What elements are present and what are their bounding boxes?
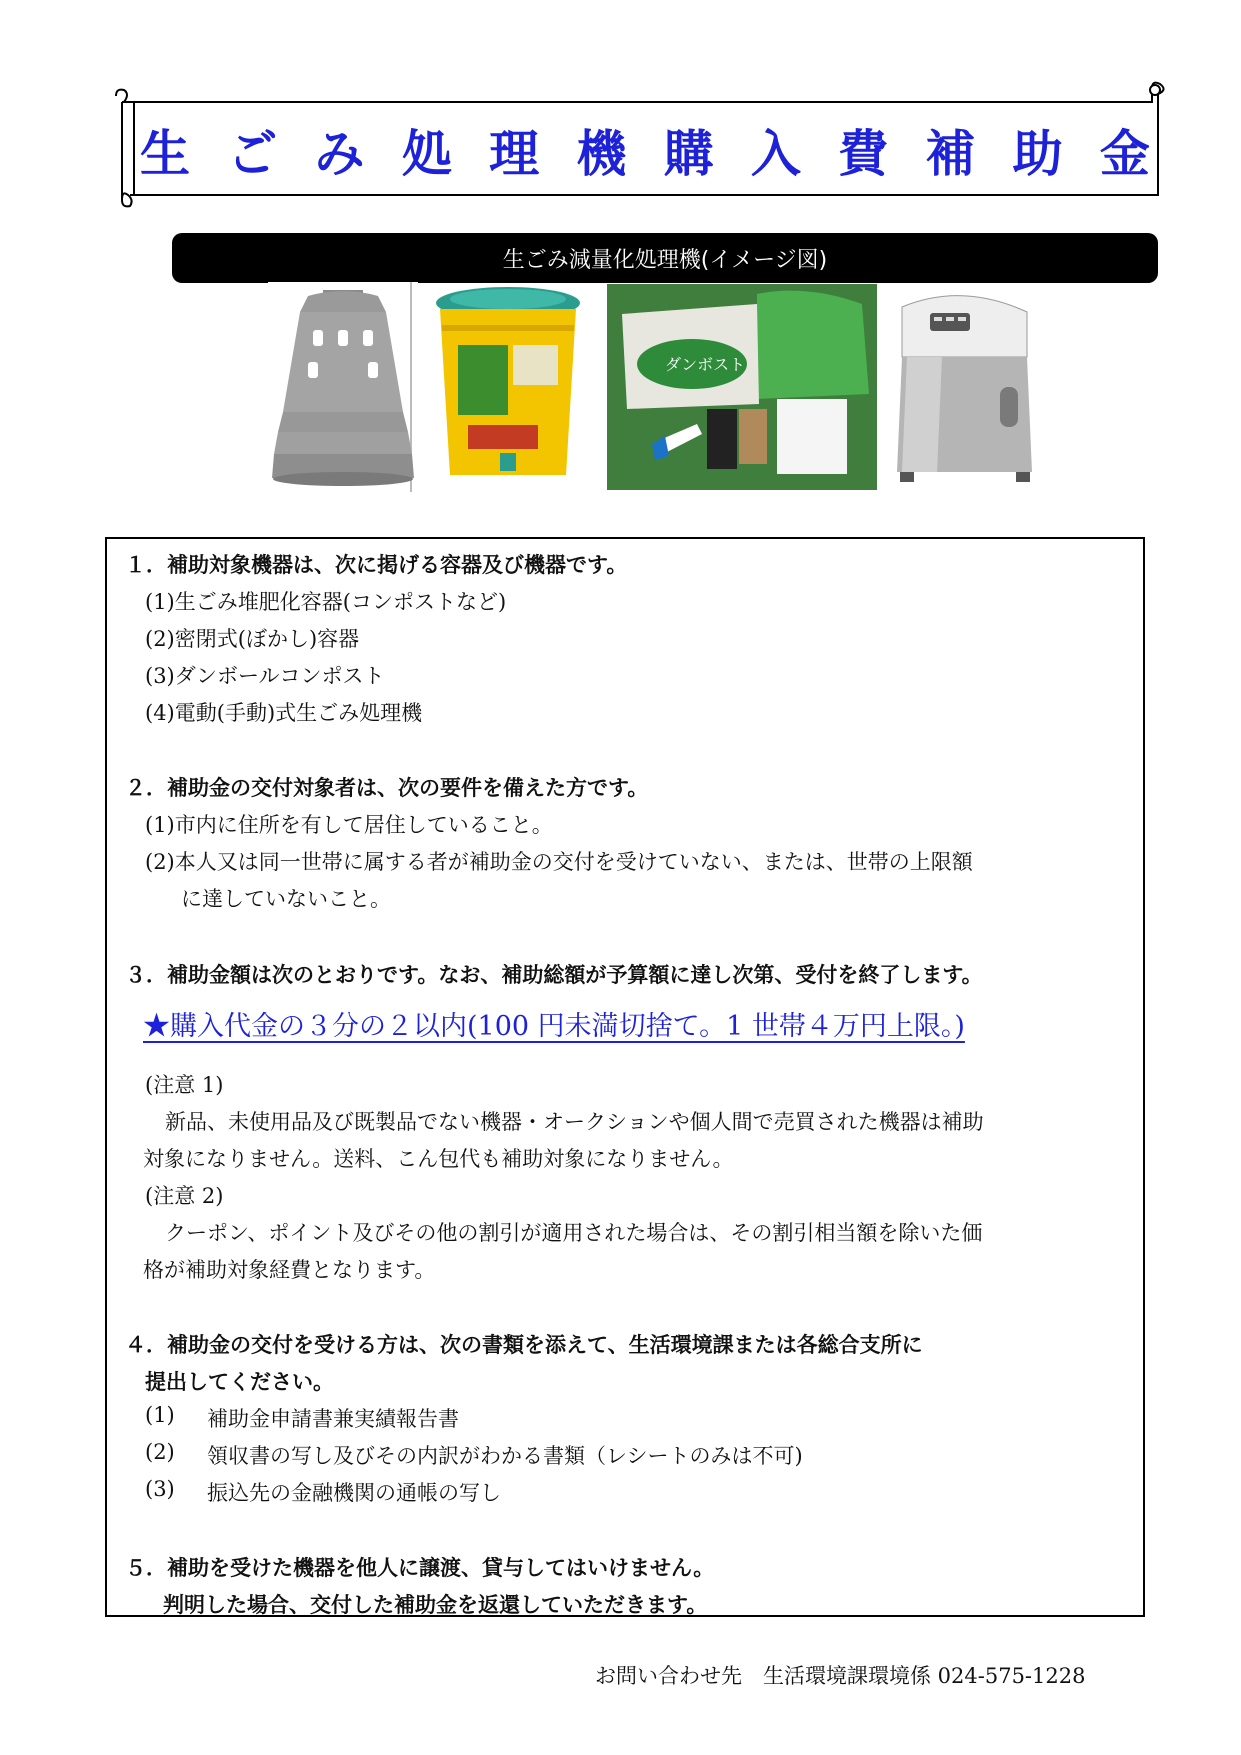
list-item-continued: に達していないこと。 [181,887,391,911]
note-text: 対象になりません。送料、こん包代も補助対象になりません。 [143,1147,734,1171]
note-text: 格が補助対象経費となります。 [143,1258,436,1282]
list-item: (3)ダンボールコンポスト [145,664,385,688]
section2-heading: ２．補助金の交付対象者は、次の要件を備えた方です。 [125,776,649,800]
list-item: (4)電動(手動)式生ごみ処理機 [145,701,423,725]
contact-info: お問い合わせ先 生活環境課環境係 024-575-1228 [595,1664,1086,1688]
subsidy-amount-highlight: ★購入代金の３分の２以内(100 円未満切捨て。1 世帯４万円上限。) [143,1011,965,1042]
document-item: 振込先の金融機関の通帳の写し [207,1481,501,1505]
document-item-number: (3) [145,1477,175,1501]
title-char: 購 [663,125,714,183]
title-banner [112,80,1168,210]
title-char: 生 [140,125,190,183]
section5-heading-continued: 判明した場合、交付した補助金を返還していただきます。 [163,1593,708,1617]
list-item: (1)生ごみ堆肥化容器(コンポストなど) [145,590,507,614]
title-char: ご [227,125,278,183]
document-item-number: (1) [145,1403,175,1427]
title-char: 費 [838,125,889,183]
title-char: 処 [401,125,452,183]
title-char: 補 [925,125,976,183]
note-text: クーポン、ポイント及びその他の割引が適用された場合は、その割引相当額を除いた価 [165,1221,983,1245]
page-title [140,110,1150,190]
image-caption-bar: 生ごみ減量化処理機(イメージ図) [172,233,1158,283]
compost-container-image [268,282,418,492]
title-char: み [314,125,365,183]
bokashi-bucket-image [428,285,588,490]
cardboard-compost-image [607,284,877,490]
title-char: 助 [1012,125,1063,183]
title-char: 入 [750,125,801,183]
list-item: (2)本人又は同一世帯に属する者が補助金の交付を受けていない、または、世帯の上限額 [145,850,973,874]
note-text: 新品、未使用品及び既製品でない機器・オークションや個人間で売買された機器は補助 [165,1110,984,1134]
section1-heading: １．補助対象機器は、次に掲げる容器及び機器です。 [125,553,628,577]
list-item: (1)市内に住所を有して居住していること。 [145,813,553,837]
note-label: (注意 1) [145,1073,224,1097]
document-item: 補助金申請書兼実績報告書 [207,1407,459,1431]
list-item: (2)密閉式(ぼかし)容器 [145,627,360,651]
content-box [105,537,1145,1617]
section4-heading: ４．補助金の交付を受ける方は、次の書類を添えて、生活環境課または各総合支所に [125,1333,923,1357]
section3-heading: ３．補助金額は次のとおりです。なお、補助総額が予算額に達し次第、受付を終了します。 [125,963,983,987]
section4-heading-continued: 提出してください。 [145,1370,334,1394]
note-label: (注意 2) [145,1184,224,1208]
title-char: 理 [489,125,540,183]
document-item: 領収書の写し及びその内訳がわかる書類（レシートのみは不可) [207,1444,803,1468]
title-char: 金 [1099,125,1150,183]
electric-processor-image [882,287,1042,487]
svg-text:ダンボスト: ダンボスト [665,355,746,374]
title-char: 機 [576,125,627,183]
section5-heading: ５．補助を受けた機器を他人に譲渡、貸与してはいけません。 [125,1556,715,1580]
document-item-number: (2) [145,1440,175,1464]
